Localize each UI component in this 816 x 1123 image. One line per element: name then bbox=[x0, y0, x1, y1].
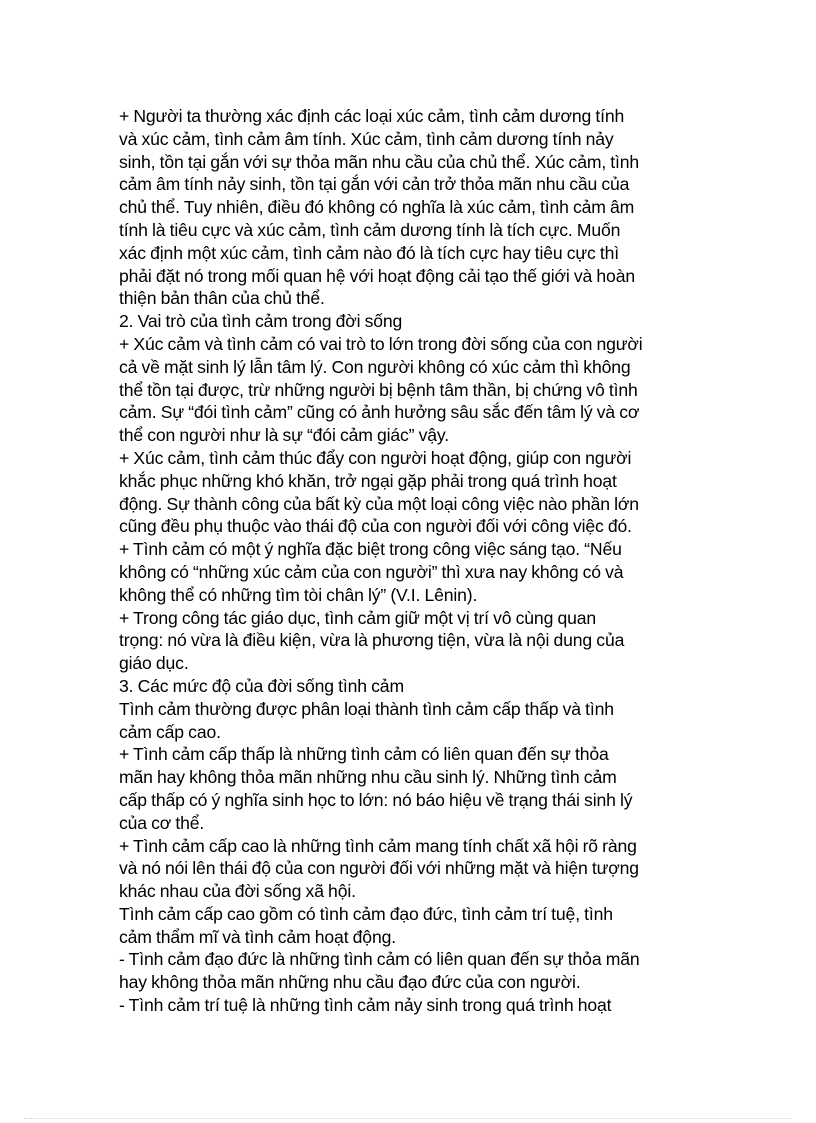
text-line: Tình cảm thường được phân loại thành tình cảm cấp thấp và tình bbox=[119, 698, 614, 719]
text-line: sinh, tồn tại gắn với sự thỏa mãn nhu cầu của chủ thể. Xúc cảm, tình bbox=[119, 151, 640, 172]
text-line: cấp thấp có ý nghĩa sinh học to lớn: nó báo hiệu về trạng thái sinh lý bbox=[119, 789, 633, 810]
text-line: khác nhau của đời sống xã hội. bbox=[119, 881, 356, 902]
text-line: thể con người như là sự “đói cảm giác” vậy. bbox=[119, 425, 449, 446]
text-line: + Xúc cảm, tình cảm thúc đẩy con người hoạt động, giúp con người bbox=[119, 447, 632, 468]
text-line: + Người ta thường xác định các loại xúc cảm, tình cảm dương tính bbox=[119, 106, 625, 126]
document-body bbox=[119, 105, 719, 1017]
text-line: tính là tiêu cực và xúc cảm, tình cảm dương tính là tích cực. Muốn bbox=[119, 219, 621, 240]
text-line: không có “những xúc cảm của con người” thì xưa nay không có và bbox=[119, 561, 624, 582]
text-line: + Tình cảm có một ý nghĩa đặc biệt trong công việc sáng tạo. “Nếu bbox=[119, 539, 622, 560]
text-line: khắc phục những khó khăn, trở ngại gặp phải trong quá trình hoạt bbox=[119, 470, 617, 491]
text-line: + Trong công tác giáo dục, tình cảm giữ một vị trí vô cùng quan bbox=[119, 607, 596, 628]
text-line: không thể có những tìm tòi chân lý” (V.I. Lênin). bbox=[119, 584, 478, 605]
text-line: cả về mặt sinh lý lẫn tâm lý. Con người không có xúc cảm thì không bbox=[119, 356, 631, 377]
text-line: phải đặt nó trong mối quan hệ với hoạt động cải tạo thế giới và hoàn bbox=[119, 265, 635, 286]
text-line: thiện bản thân của chủ thể. bbox=[119, 288, 325, 309]
text-line: xác định một xúc cảm, tình cảm nào đó là tích cực hay tiêu cực thì bbox=[119, 242, 619, 263]
text-line: thể tồn tại được, trừ những người bị bệnh tâm thần, bị chứng vô tình bbox=[119, 379, 638, 400]
text-line: + Xúc cảm và tình cảm có vai trò to lớn trong đời sống của con người bbox=[119, 333, 643, 354]
text-line: cảm. Sự “đói tình cảm” cũng có ảnh hưởng sâu sắc đến tâm lý và cơ bbox=[119, 402, 640, 423]
text-line: cũng đều phụ thuộc vào thái độ của con người đối với công việc đó. bbox=[119, 516, 632, 537]
text-line: giáo dục. bbox=[119, 653, 189, 674]
text-line: + Tình cảm cấp cao là những tình cảm mang tính chất xã hội rõ ràng bbox=[119, 835, 637, 856]
text-line: + Tình cảm cấp thấp là những tình cảm có liên quan đến sự thỏa bbox=[119, 744, 609, 765]
text-line: của cơ thể. bbox=[119, 812, 205, 833]
text-line: động. Sự thành công của bất kỳ của một loại công việc nào phần lớn bbox=[119, 493, 639, 514]
text-line: Tình cảm cấp cao gồm có tình cảm đạo đức, tình cảm trí tuệ, tình bbox=[119, 903, 613, 924]
text-line: chủ thể. Tuy nhiên, điều đó không có nghĩa là xúc cảm, tình cảm âm bbox=[119, 197, 635, 218]
text-line: và nó nói lên thái độ của con người đối với những mặt và hiện tượng bbox=[119, 858, 639, 879]
text-line: và xúc cảm, tình cảm âm tính. Xúc cảm, tình cảm dương tính nảy bbox=[119, 128, 614, 149]
text-line: trọng: nó vừa là điều kiện, vừa là phương tiện, vừa là nội dung của bbox=[119, 630, 625, 651]
text-line: cảm âm tính nảy sinh, tồn tại gắn với cản trở thỏa mãn nhu cầu của bbox=[119, 174, 630, 195]
page-bottom-divider bbox=[24, 1118, 792, 1119]
text-line: cảm cấp cao. bbox=[119, 721, 221, 742]
section-heading: 2. Vai trò của tình cảm trong đời sống bbox=[119, 311, 403, 332]
text-line: cảm thẩm mĩ và tình cảm hoạt động. bbox=[119, 926, 396, 947]
section-heading: 3. Các mức độ của đời sống tình cảm bbox=[119, 675, 404, 696]
text-line: hay không thỏa mãn những nhu cầu đạo đức của con người. bbox=[119, 972, 581, 993]
text-line: - Tình cảm đạo đức là những tình cảm có liên quan đến sự thỏa mãn bbox=[119, 949, 640, 970]
text-line: - Tình cảm trí tuệ là những tình cảm nảy sinh trong quá trình hoạt bbox=[119, 995, 612, 1016]
text-line: mãn hay không thỏa mãn những nhu cầu sinh lý. Những tình cảm bbox=[119, 767, 617, 788]
